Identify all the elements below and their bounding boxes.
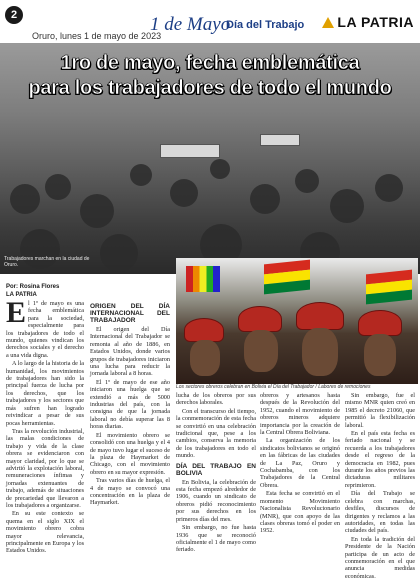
- subheading: DÍA DEL TRABAJO EN BOLIVIA: [176, 462, 256, 477]
- paragraph: obreros y artesanos hasta después de la Revolución del 1952, cuando el movimiento de obreros mineros adquiere importancia por la creación de la Central Obrera Boliviana.: [260, 392, 340, 437]
- paragraph: En Bolivia, la celebración de esta fecha empezó alrededor de 1906, cuando un sindicato de obreros pidió reconocimiento por sus derechos en los primeros días del mes.: [176, 478, 256, 523]
- secondary-photo: [176, 258, 418, 384]
- paragraph: En toda la tradición del Presidente de la Nación participa de un acto de conmemoración en el que anuncia medidas económicas.: [345, 535, 415, 580]
- paragraph: En el país esta fecha es feriado nacional y se recuerda a los trabajadores desde el regreso de la democracia en 1982, pues durante los años previos las dictaduras militares reprimieron.: [345, 430, 415, 489]
- secondary-photo-caption: Los sectores obreros celebran en Bolivia el Día del Trabajador / Labores de remociones: [176, 384, 371, 390]
- dropcap: E: [6, 296, 27, 329]
- hero-photo-caption: Trabajadores marchan en la ciudad de Oruro.: [4, 256, 90, 268]
- byline-author: Por: Rosina Flores: [6, 284, 60, 290]
- crowd-illustration: [0, 124, 420, 274]
- article-column-4: [260, 392, 340, 535]
- article-column-3: [176, 392, 256, 554]
- paragraph: Esta fecha se convirtió en el momento Movimiento Nacionalista Revolucionario (MNR), que con apoyo de las clases obreras tomó el poder en 1952.: [260, 490, 340, 535]
- wiphala-flag: [186, 266, 220, 292]
- paragraph: Con el transcurso del tiempo, la conmemoración de esta fecha se convirtió en una celebración tradicional que, pese a los cambios, conserva la memoria de los trabajadores en todo el mundo.: [176, 407, 256, 460]
- page-header: [0, 0, 420, 44]
- brand-name: LA PATRIA: [337, 14, 414, 30]
- section-subtitle: Día del Trabajo: [226, 19, 305, 31]
- article-column-1: [6, 296, 84, 555]
- miner-helmet: [238, 306, 282, 332]
- paragraph: Tras varios días de huelga, el 4 de mayo se convocó una concentración en la plaza de Haymarket.: [90, 477, 170, 507]
- article-column-2: [90, 300, 170, 530]
- dateline: Oruro, lunes 1 de mayo de 2023: [32, 31, 162, 41]
- miner-helmet: [296, 302, 344, 330]
- paragraph: El origen del Día Internacional del Trabajador se remonta al año de 1886, en Estados Unidos, donde varios grupos de trabajadores iniciaron una lucha para reducir la jornada laboral a 8 horas.: [90, 326, 170, 378]
- page-number-badge: 2: [5, 6, 23, 24]
- paragraph: El 1º de mayo de ese año iniciaron una huelga que se extendió a más de 5000 industrias del país, con la consigna de que la jornada laboral no debía superar las 8 horas diarias.: [90, 378, 170, 431]
- brand-flame-icon: [322, 17, 334, 28]
- bolivia-flag: [366, 270, 412, 305]
- paragraph: Sin embargo, fue el mismo MNR quien creó en 1985 el decreto 21060, que permitió la flexibilización laboral.: [345, 392, 415, 429]
- paragraph: l 1º de mayo es una fecha emblemática para la sociedad, especialmente para los trabajadores de todo el mundo, quienes vindican los derechos sociales y el derecho a una vida digna.: [6, 300, 84, 359]
- paragraph: lucha de los obreros por sus derechos laborales.: [176, 392, 256, 407]
- section-title: 1 de Mayo: [150, 14, 231, 35]
- hero-photo: [0, 44, 420, 274]
- paragraph: Sin embargo, no fue hasta 1936 que se reconoció oficialmente el 1 de mayo como feriado.: [176, 524, 256, 554]
- hero-title-line2: para los trabajadores de todo el mundo: [28, 77, 392, 99]
- byline-outlet: LA PATRIA: [6, 292, 37, 298]
- miner-helmet: [184, 318, 224, 342]
- paragraph: La organización de los sindicatos bolivianos se originó en las fábricas de las ciudades de La Paz, Oruro y Cochabamba, con los Trabajadores de la Central Obrera.: [260, 437, 340, 489]
- brand-logo: [322, 14, 414, 30]
- miner-helmet: [358, 310, 402, 336]
- hero-title-line1: 1ro de mayo, fecha emblemática: [60, 52, 360, 74]
- paragraph: En su este contexto se quema en el siglo XIX el movimiento obrero cobra mayor relevancia, principalmente en Europa y los Estados Unidos.: [6, 510, 84, 555]
- paragraph: Tras la revolución industrial, las malas condiciones de trabajo y vida de la clase obrera se evidenciaron con mayor claridad, por lo que se advirtió la explotación laboral, remuneraciones ínfimas y jornadas extenuantes de trabajo, además de situaciones de precariedad que llevaron a los trabajadores a organizarse.: [6, 427, 84, 509]
- paragraph: Día del Trabajo se celebra con marchas, desfiles, discursos de dirigentes y reclamos a las autoridades, en todas las ciudades del país.: [345, 490, 415, 535]
- article-column-5: [345, 392, 415, 580]
- bolivia-flag: [264, 260, 310, 295]
- subheading: ORIGEN DEL DÍA INTERNACIONAL DEL TRABAJADOR: [90, 303, 170, 324]
- paragraph: A lo largo de la historia de la humanidad, los movimientos de trabajadores han sido la principal fuerza de lucha por los derechos, que los trabajadores y los sectores que más sufren han logrado reivindicar a pesar de sus pocas herramientas.: [6, 360, 84, 427]
- paragraph: El movimiento obrero se consolidó con una huelga y el 4 de mayo tuvo lugar el suceso de la plaza de Haymarket de Chicago, con el movimiento obrero en su mayor expresión.: [90, 431, 170, 476]
